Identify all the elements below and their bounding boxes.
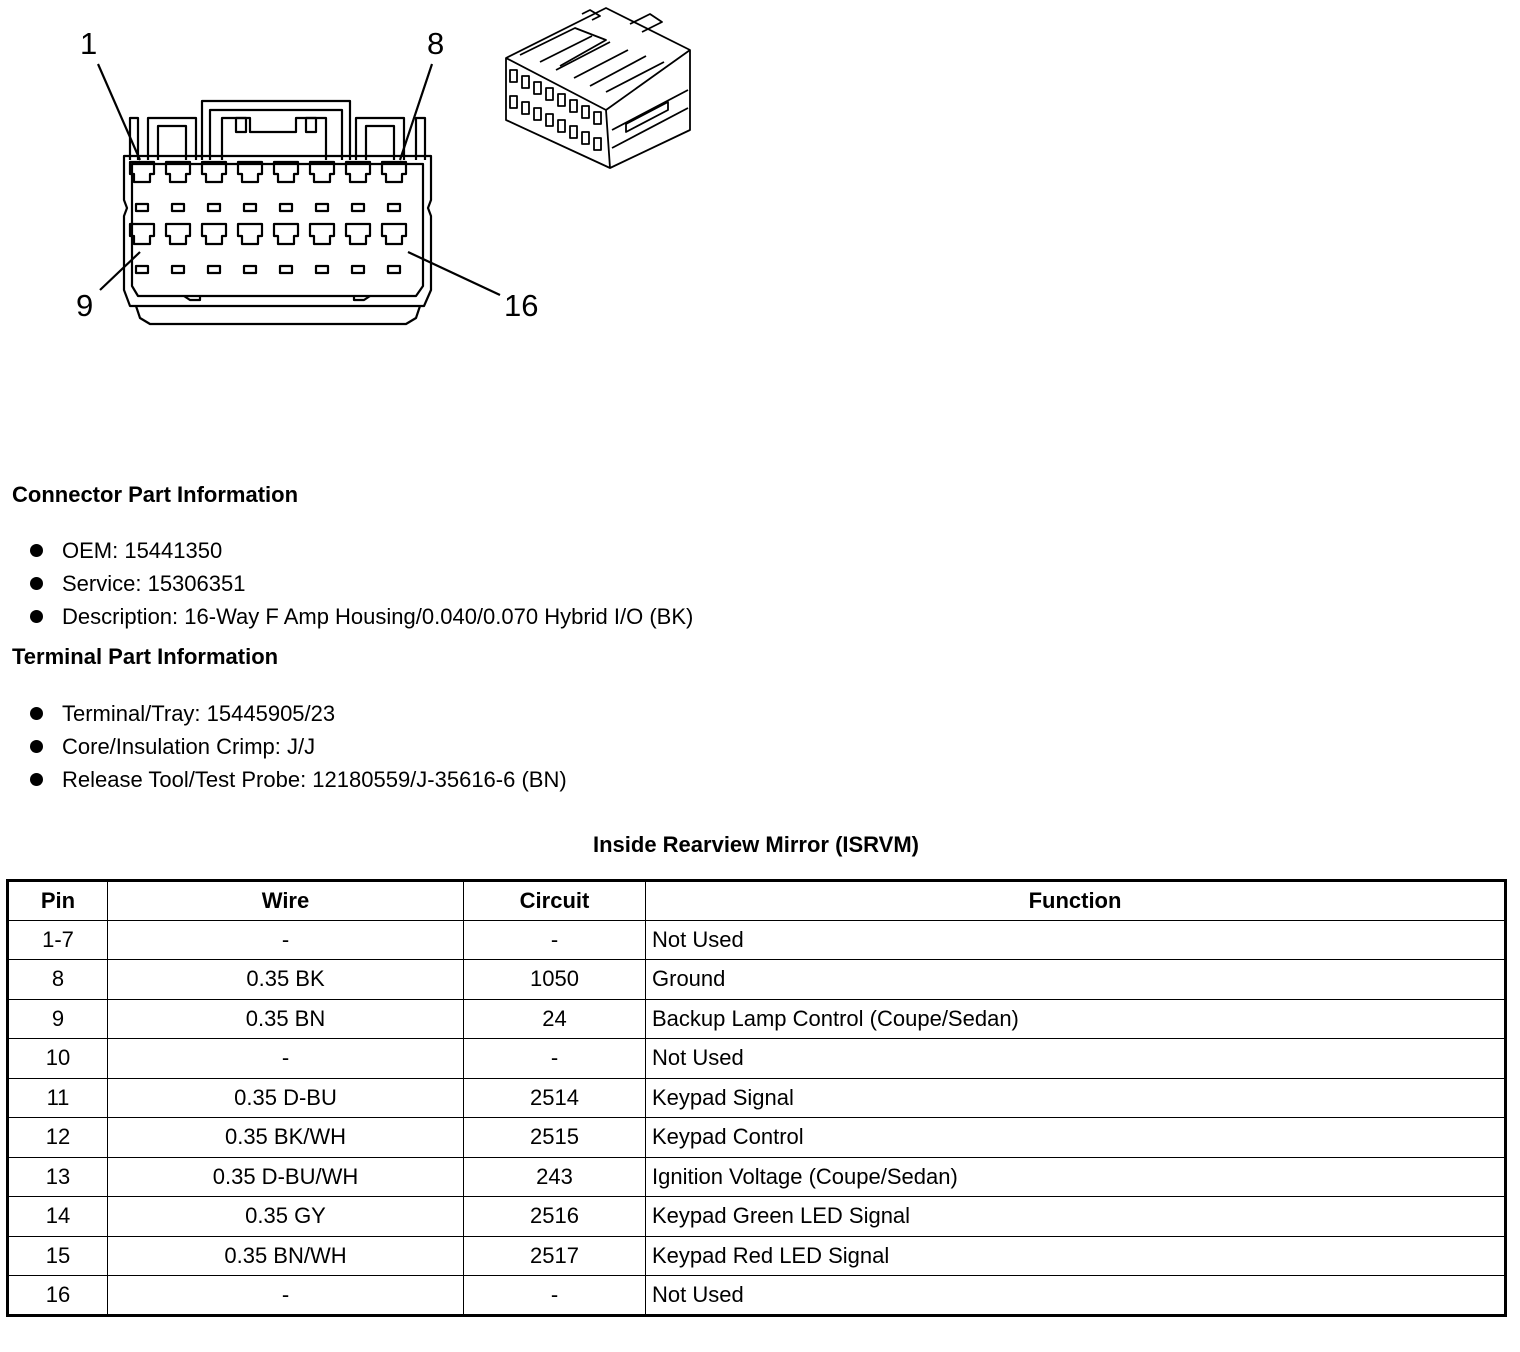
circuit-cell: 24 [464, 999, 646, 1039]
pin-cavity [382, 224, 406, 244]
pin-cavity-slot [352, 204, 364, 211]
pin-cell: 16 [8, 1276, 108, 1316]
iso-cavity [534, 82, 541, 94]
iso-cavity [546, 88, 553, 100]
function-cell: Keypad Red LED Signal [646, 1236, 1506, 1276]
table-row [8, 960, 1506, 1000]
iso-cavity [522, 76, 529, 88]
table-row [8, 1276, 1506, 1316]
bullet-icon [30, 740, 43, 753]
pin-cell: 13 [8, 1157, 108, 1197]
pin-cavity-slot [172, 204, 184, 211]
iso-cavity [522, 102, 529, 114]
function-cell: Keypad Signal [646, 1078, 1506, 1118]
list-item [28, 534, 693, 567]
iso-cavity [570, 126, 577, 138]
function-cell: Ground [646, 960, 1506, 1000]
connector-part-info-list [28, 534, 693, 633]
function-cell: Not Used [646, 920, 1506, 960]
list-item [28, 730, 567, 763]
function-cell: Keypad Control [646, 1118, 1506, 1158]
pin-cell: 14 [8, 1197, 108, 1237]
iso-cavity [546, 114, 553, 126]
pin-cavity-slot [388, 266, 400, 273]
iso-cavity [558, 120, 565, 132]
bullet-icon [30, 773, 43, 786]
pin-cell: 1-7 [8, 920, 108, 960]
iso-cavity [582, 132, 589, 144]
pin-cavity [166, 224, 190, 244]
terminal-part-info-heading: Terminal Part Information [12, 644, 279, 669]
table-row [8, 1197, 1506, 1237]
list-item [28, 763, 567, 796]
iso-cavity [582, 106, 589, 118]
column-header-circuit: Circuit [464, 881, 646, 921]
circuit-cell: 1050 [464, 960, 646, 1000]
iso-cavity [558, 94, 565, 106]
circuit-cell: 2517 [464, 1236, 646, 1276]
pin-cavity [274, 224, 298, 244]
bullet-icon [30, 544, 43, 557]
iso-cavity [534, 108, 541, 120]
bullet-icon [30, 610, 43, 623]
terminal-tray: Terminal/Tray: 15445905/23 [62, 701, 336, 726]
pin-cell: 9 [8, 999, 108, 1039]
wire-cell: - [108, 1039, 464, 1079]
wire-cell: - [108, 920, 464, 960]
circuit-cell: 243 [464, 1157, 646, 1197]
connector-isometric-view [506, 8, 690, 168]
iso-cavity [510, 70, 517, 82]
pin-cell: 8 [8, 960, 108, 1000]
wire-cell: 0.35 BK/WH [108, 1118, 464, 1158]
pin-cell: 10 [8, 1039, 108, 1079]
bullet-icon [30, 707, 43, 720]
wire-cell: - [108, 1276, 464, 1316]
pin-16-label: 16 [504, 288, 539, 323]
pin-cavity [238, 224, 262, 244]
iso-cavity [570, 100, 577, 112]
pin-cavity-slot [208, 266, 220, 273]
bullet-icon [30, 577, 43, 590]
iso-cavity [594, 112, 601, 124]
circuit-cell: - [464, 1276, 646, 1316]
pin-cavity-slot [172, 266, 184, 273]
column-header-pin: Pin [8, 881, 108, 921]
pin-cavities [130, 162, 406, 273]
pin-cavity-slot [316, 204, 328, 211]
iso-cavity [594, 138, 601, 150]
circuit-cell: 2514 [464, 1078, 646, 1118]
list-item [28, 600, 693, 633]
table-row [8, 1236, 1506, 1276]
service-part-number: Service: 15306351 [62, 571, 246, 596]
core-insulation-crimp: Core/Insulation Crimp: J/J [62, 734, 316, 759]
pin-9-label: 9 [76, 288, 94, 323]
table-title: Inside Rearview Mirror (ISRVM) [592, 832, 919, 857]
connector-description: Description: 16-Way F Amp Housing/0.040/0.070 Hybrid I/O (BK) [62, 604, 694, 629]
pin-8-label: 8 [427, 26, 445, 61]
pin-1-label: 1 [80, 26, 98, 61]
circuit-cell: - [464, 1039, 646, 1079]
pin-cavity-slot [388, 204, 400, 211]
function-cell: Not Used [646, 1039, 1506, 1079]
table-row [8, 1157, 1506, 1197]
column-header-function: Function [646, 881, 1506, 921]
connector-face-view [76, 26, 538, 324]
pin-cell: 15 [8, 1236, 108, 1276]
pin-cavity-slot [280, 266, 292, 273]
table-header-row [8, 881, 1506, 921]
pin-cavity-slot [244, 266, 256, 273]
iso-cavity [510, 96, 517, 108]
wire-cell: 0.35 BN [108, 999, 464, 1039]
function-cell: Not Used [646, 1276, 1506, 1316]
wire-cell: 0.35 D-BU [108, 1078, 464, 1118]
pin-cavity-slot [316, 266, 328, 273]
function-cell: Backup Lamp Control (Coupe/Sedan) [646, 999, 1506, 1039]
pin-cavity [346, 224, 370, 244]
pinout-table [6, 879, 1507, 1317]
table-row [8, 1078, 1506, 1118]
pin-cavity-slot [280, 204, 292, 211]
wire-cell: 0.35 BK [108, 960, 464, 1000]
oem-part-number: OEM: 15441350 [62, 538, 223, 563]
terminal-part-info-list [28, 697, 567, 796]
wire-cell: 0.35 GY [108, 1197, 464, 1237]
pin-cavity [130, 224, 154, 244]
pin-cell: 11 [8, 1078, 108, 1118]
table-row [8, 1118, 1506, 1158]
connector-part-info-heading: Connector Part Information [12, 482, 299, 507]
pin-cavity [202, 224, 226, 244]
pin-cavity-slot [136, 266, 148, 273]
circuit-cell: 2515 [464, 1118, 646, 1158]
pin-cavity-slot [244, 204, 256, 211]
table-row [8, 999, 1506, 1039]
circuit-cell: - [464, 920, 646, 960]
pin-cell: 12 [8, 1118, 108, 1158]
pin-cavity-slot [208, 204, 220, 211]
wire-cell: 0.35 BN/WH [108, 1236, 464, 1276]
list-item [28, 567, 693, 600]
circuit-cell: 2516 [464, 1197, 646, 1237]
table-row [8, 1039, 1506, 1079]
wire-cell: 0.35 D-BU/WH [108, 1157, 464, 1197]
connector-diagram [0, 0, 720, 340]
pin-cavity [310, 224, 334, 244]
function-cell: Ignition Voltage (Coupe/Sedan) [646, 1157, 1506, 1197]
pin-cavity-slot [136, 204, 148, 211]
table-row [8, 920, 1506, 960]
column-header-wire: Wire [108, 881, 464, 921]
iso-cavities [510, 70, 601, 150]
release-tool-test-probe: Release Tool/Test Probe: 12180559/J-35616-6 (BN) [62, 767, 567, 792]
function-cell: Keypad Green LED Signal [646, 1197, 1506, 1237]
pin-cavity-slot [352, 266, 364, 273]
list-item [28, 697, 567, 730]
